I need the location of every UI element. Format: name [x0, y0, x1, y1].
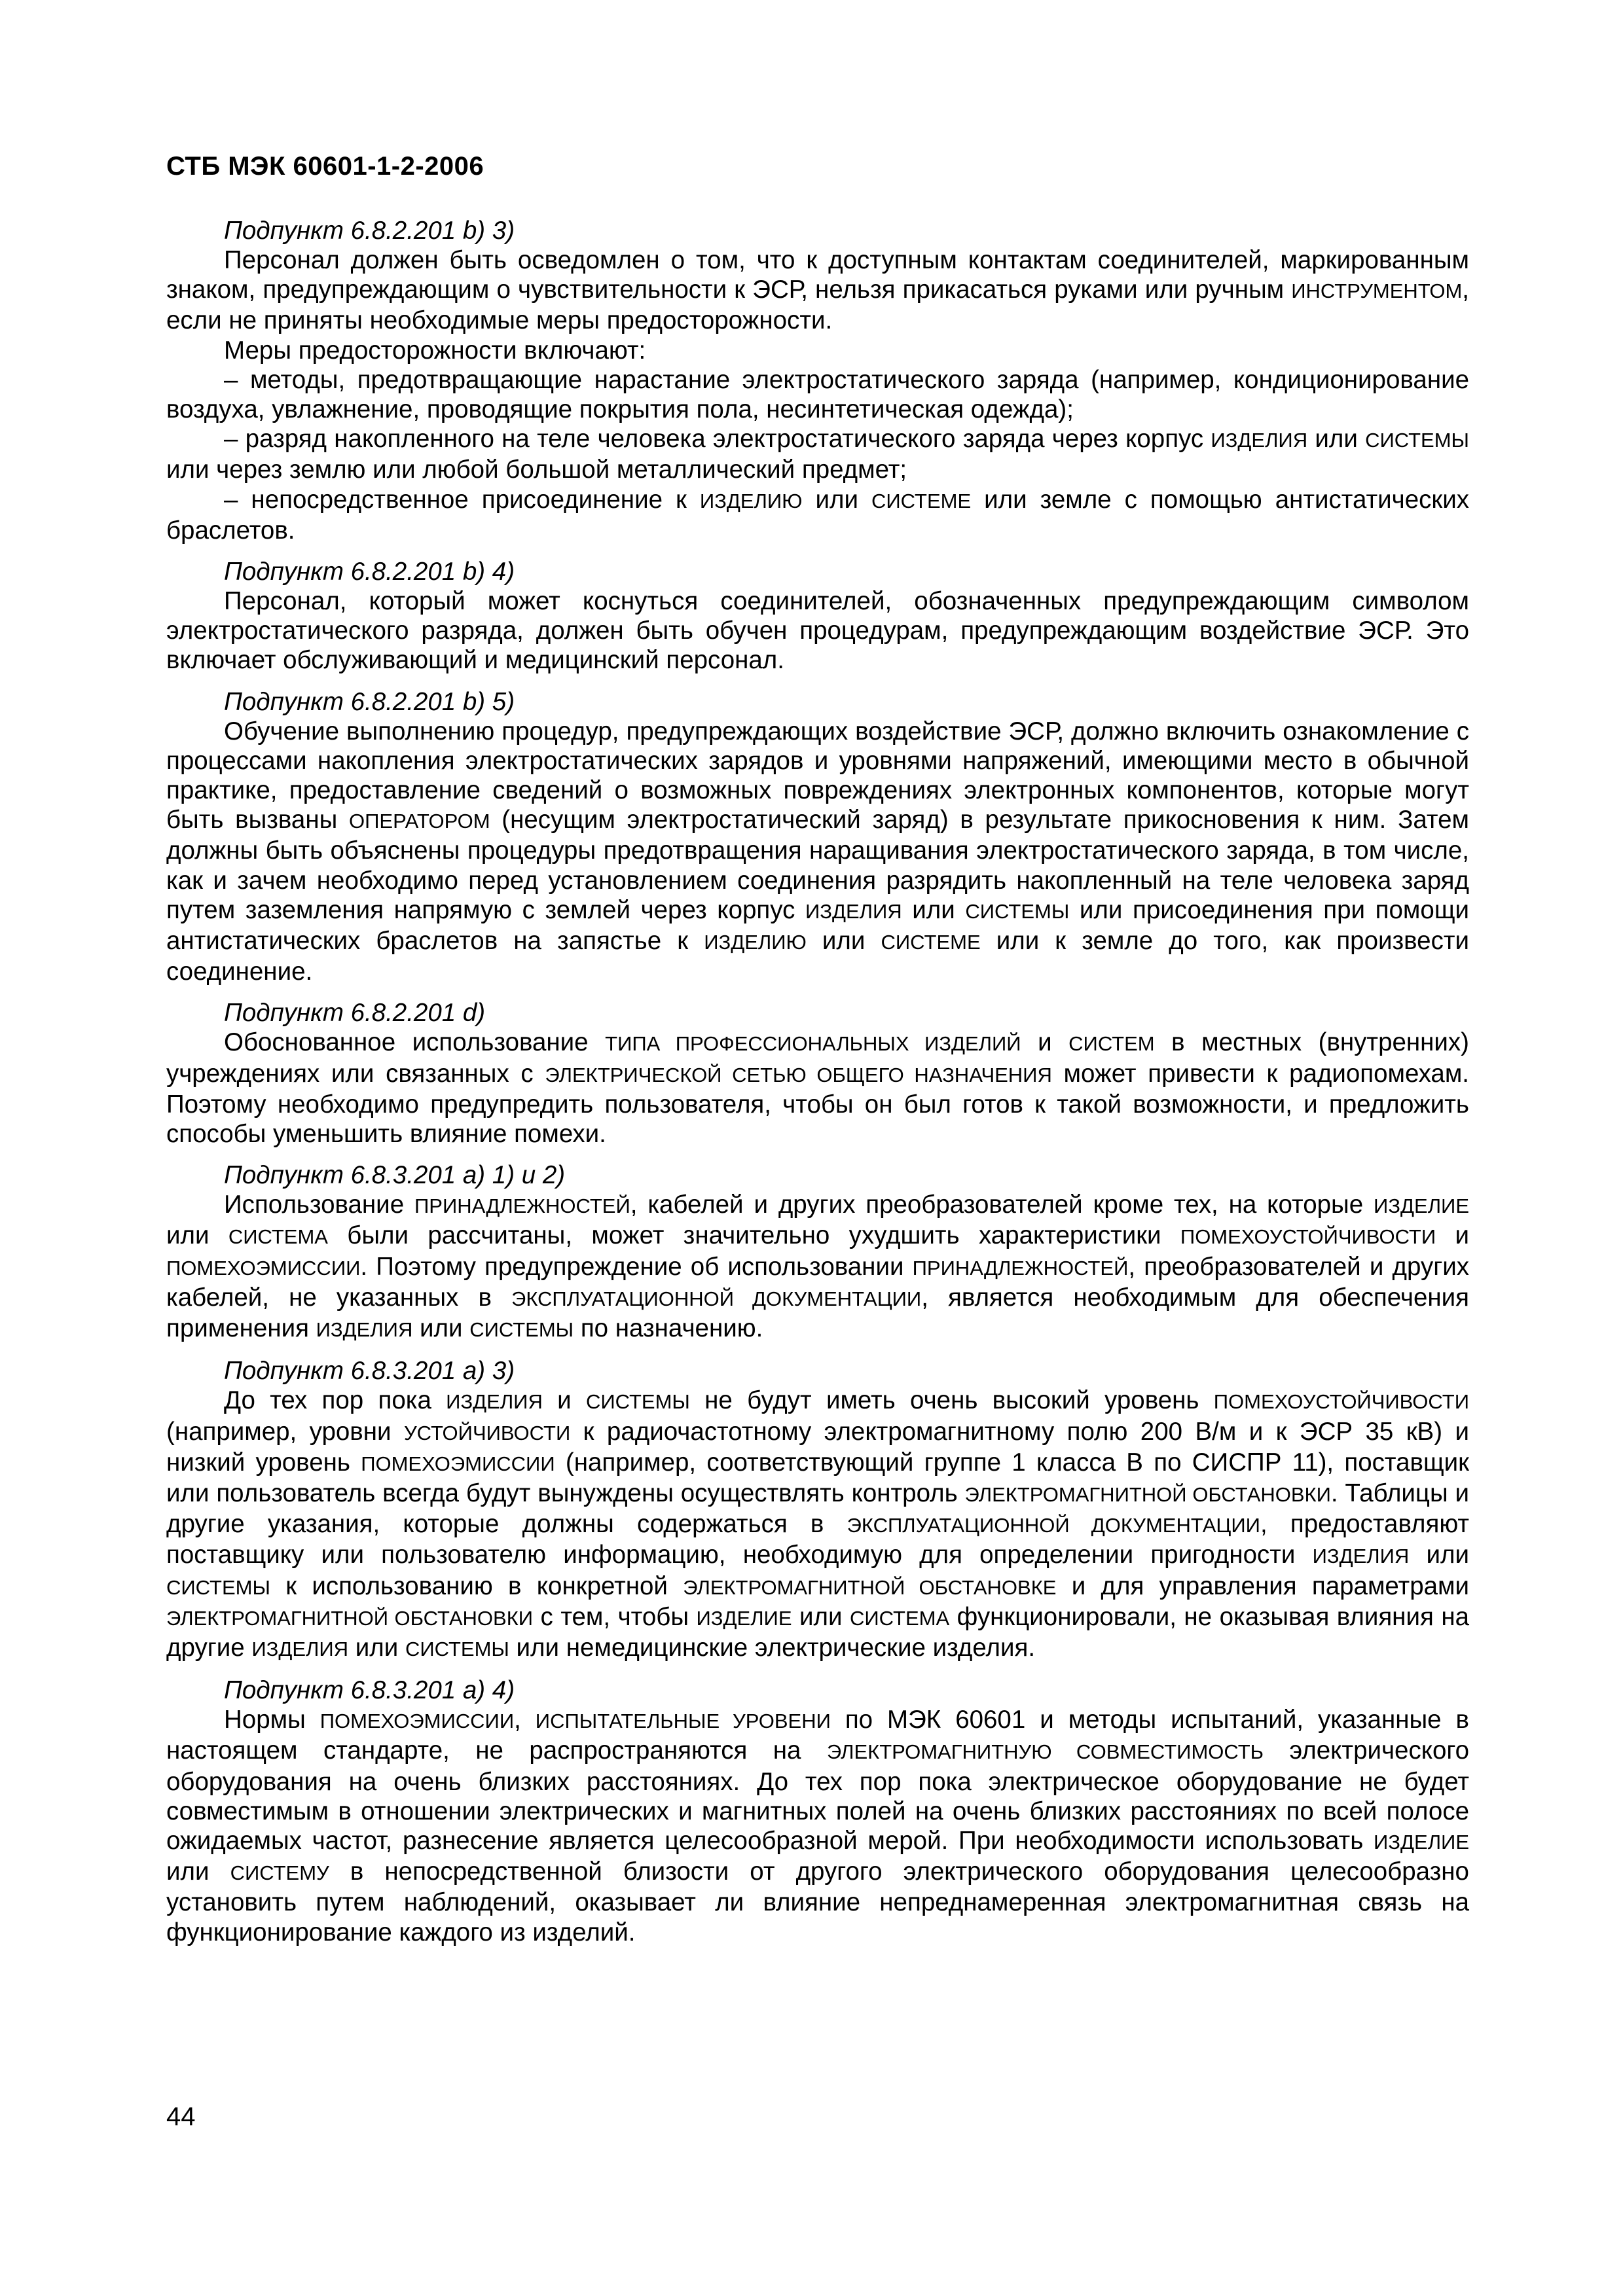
- defined-term: ИЗДЕЛИЕ: [1374, 1830, 1469, 1854]
- defined-term: ЭКСПЛУАТАЦИОННОЙ ДОКУМЕНТАЦИИ: [511, 1287, 922, 1310]
- defined-term: СИСТЕМЫ: [405, 1637, 509, 1660]
- page-number: 44: [166, 2102, 196, 2131]
- defined-term: СИСТЕМЫ: [166, 1575, 270, 1599]
- paragraph-text: или: [166, 1221, 228, 1250]
- defined-term: ПОМЕХОУСТОЙЧИВОСТИ: [1180, 1225, 1436, 1249]
- paragraph-text: или: [1409, 1541, 1469, 1570]
- defined-term: ПОМЕХОЭМИССИИ: [319, 1710, 515, 1733]
- paragraph-text: или через землю или любой большой металлический предмет;: [166, 456, 907, 484]
- clause-heading: Подпункт 6.8.3.201 a) 1) и 2): [224, 1161, 566, 1190]
- paragraph-text: , предоставляют поставщику или пользователю информацию, необходимую для определении пригодности: [166, 1510, 1469, 1570]
- defined-term: СИСТЕМА: [228, 1225, 328, 1249]
- paragraph-text: по назначению.: [574, 1314, 763, 1343]
- defined-term: ОПЕРАТОРОМ: [349, 810, 490, 833]
- paragraph-text: , если не приняты необходимые меры предосторожности.: [166, 276, 1469, 335]
- defined-term: ТИПА ПРОФЕССИОНАЛЬНЫХ ИЗДЕЛИЙ: [605, 1032, 1021, 1056]
- paragraph-text: или: [348, 1633, 405, 1662]
- defined-term: ИЗДЕЛИЮ: [699, 489, 803, 512]
- defined-term: ИЗДЕЛИЕ: [696, 1606, 792, 1630]
- paragraph-text: или присоединения при помощи антистатических браслетов на запястье к: [166, 895, 1469, 956]
- defined-term: УСТОЙЧИВОСТИ: [403, 1421, 571, 1444]
- paragraph-text: и: [1021, 1028, 1069, 1057]
- paragraph-text: может привести к радиопомехам. Поэтому необходимо предупредить пользователя, чтобы он был готов к такой возможности, и предложить способы уменьшить влияние помехи.: [166, 1059, 1469, 1149]
- clause-paragraph: [166, 586, 1469, 675]
- paragraph-text: (например, уровни: [166, 1417, 404, 1446]
- paragraph-text: Обучение выполнению процедур, предупреждающих воздействие ЭСР, должно включить ознакомление с процессами накопления электростатических зарядов и уровнями напряжений, имеющими место в обычной практике, предоставление сведений о возможных повреждениях электронных компонентов, которые могут быть вызваны: [166, 717, 1469, 834]
- defined-term: ИЗДЕЛИЯ: [1312, 1545, 1410, 1568]
- paragraph-text: или: [166, 1857, 230, 1886]
- defined-term: ПОМЕХОЭМИССИИ: [361, 1452, 555, 1475]
- clause-heading: Подпункт 6.8.2.201 b) 3): [224, 217, 515, 245]
- paragraph-text: или: [792, 1602, 850, 1631]
- clause-paragraph: [166, 1386, 1469, 1664]
- paragraph-text: или немедицинские электрические изделия.: [509, 1633, 1036, 1662]
- paragraph-text: в непосредственной близости от другого электрического оборудования целесообразно установить путем наблюдений, оказывает ли влияние непреднамеренная электромагнитная связь на функционирование каждого из изделий.: [166, 1857, 1469, 1946]
- defined-term: ПРИНАДЛЕЖНОСТЕЙ: [912, 1256, 1129, 1280]
- clause-paragraph: [166, 1705, 1469, 1947]
- defined-term: СИСТЕМА: [850, 1606, 950, 1630]
- paragraph-text: (несущим электростатический заряд) в результате прикосновения к ним. Затем должны быть объяснены процедуры предотвращения наращивания электростатического заряда, в том числе, как и зачем необходимо перед установлением соединения разрядить накопленный на теле человека заряд путем заземления напрямую с землей через корпус: [166, 806, 1469, 924]
- paragraph-text: по МЭК 60601 и методы испытаний, указанные в настоящем стандарте, не распространяются на: [166, 1706, 1469, 1765]
- paragraph-text: и для управления параметрами: [1056, 1571, 1469, 1600]
- clause: [166, 1160, 1469, 1344]
- defined-term: ИЗДЕЛИЯ: [805, 899, 902, 923]
- document-body: [166, 216, 1469, 1959]
- paragraph-text: (например, соответствующий группе 1 класса В по СИСПР 11), поставщик или пользователь всегда будут вынуждены осуществлять контроль: [166, 1448, 1470, 1507]
- clause-paragraph: [166, 485, 1469, 545]
- paragraph-text: или к земле до того, как произвести соединение.: [166, 927, 1469, 986]
- paragraph-text: Персонал должен быть осведомлен о том, что к доступным контактам соединителей, маркированным знаком, предупреждающим о чувствительности к ЭСР, нельзя прикасаться руками или ручным: [166, 246, 1469, 304]
- clause: [166, 998, 1469, 1149]
- defined-term: ЭЛЕКТРИЧЕСКОЙ СЕТЬЮ ОБЩЕГО НАЗНАЧЕНИЯ: [545, 1063, 1052, 1086]
- paragraph-text: электрического оборудования на очень близких расстояниях. До тех пор пока электрическое оборудование не будет совместимым в отношении электрических и магнитных полей на очень близких расстояниях по всей полосе ожидаемых частот, разнесение является целесообразной мерой. При необходимости использовать: [166, 1736, 1469, 1855]
- defined-term: СИСТЕМЫ: [1365, 429, 1469, 452]
- clause-paragraph: [166, 1028, 1469, 1149]
- defined-term: ИЗДЕЛИЯ: [316, 1318, 413, 1342]
- defined-term: ЭЛЕКТРОМАГНИТНОЙ ОБСТАНОВКЕ: [683, 1575, 1057, 1599]
- paragraph-text: . Таблицы и другие указания, которые должны содержаться в: [166, 1479, 1469, 1539]
- defined-term: ИЗДЕЛИЮ: [704, 931, 807, 954]
- clause: [166, 1676, 1469, 1947]
- defined-term: СИСТЕМЕ: [871, 489, 972, 512]
- paragraph-text: функционировали, не оказывая влияния на другие: [166, 1602, 1469, 1662]
- paragraph-text: с тем, чтобы: [533, 1602, 697, 1631]
- defined-term: ЭЛЕКТРОМАГНИТНУЮ СОВМЕСТИМОСТЬ: [826, 1740, 1264, 1764]
- clause-paragraph: [166, 336, 1469, 365]
- paragraph-text: До тех пор пока: [224, 1386, 447, 1415]
- paragraph-text: были рассчитаны, может значительно ухудшить характеристики: [327, 1221, 1180, 1250]
- paragraph-text: Персонал, который может коснуться соединителей, обозначенных предупреждающим символом электростатического разряда, должен быть обучен процедурам, предупреждающим воздействие ЭСР. Это включает обслуживающий и медицинский персонал.: [166, 587, 1469, 675]
- clause-paragraph: [166, 717, 1469, 987]
- defined-term: СИСТЕМ: [1068, 1032, 1155, 1056]
- defined-term: СИСТЕМЫ: [585, 1390, 690, 1414]
- paragraph-text: или земле с помощью антистатических браслетов.: [166, 485, 1469, 545]
- paragraph-text: . Поэтому предупреждение об использовании: [360, 1252, 913, 1281]
- defined-term: ПРИНАДЛЕЖНОСТЕЙ: [414, 1194, 630, 1218]
- paragraph-text: ,: [514, 1706, 536, 1734]
- paragraph-text: или: [412, 1314, 470, 1343]
- clause-paragraph: [166, 424, 1469, 484]
- paragraph-text: Меры предосторожности включают:: [224, 336, 646, 365]
- defined-term: ИЗДЕЛИЕ: [1374, 1194, 1469, 1218]
- clause-heading: Подпункт 6.8.3.201 a) 3): [224, 1357, 515, 1386]
- defined-term: СИСТЕМЫ: [965, 899, 1070, 923]
- paragraph-text: , является необходимым для обеспечения применения: [166, 1283, 1469, 1343]
- paragraph-text: , кабелей и других преобразователей кроме тех, на которые: [630, 1191, 1374, 1219]
- paragraph-text: или: [806, 927, 881, 956]
- defined-term: ЭЛЕКТРОМАГНИТНОЙ ОБСТАНОВКИ: [964, 1482, 1331, 1506]
- paragraph-text: – разряд накопленного на теле человека электростатического заряда через корпус: [224, 425, 1211, 454]
- paragraph-text: Использование: [224, 1191, 414, 1219]
- defined-term: ЭЛЕКТРОМАГНИТНОЙ ОБСТАНОВКИ: [166, 1606, 534, 1630]
- paragraph-text: и: [1436, 1221, 1470, 1250]
- clause: [166, 216, 1469, 545]
- clause-paragraph: [166, 1190, 1469, 1344]
- defined-term: ИЗДЕЛИЯ: [251, 1637, 349, 1660]
- paragraph-text: или: [802, 485, 872, 514]
- paragraph-text: , преобразователей и других кабелей, не указанных в: [166, 1252, 1469, 1312]
- paragraph-text: к использованию в конкретной: [270, 1571, 684, 1600]
- defined-term: ПОМЕХОЭМИССИИ: [166, 1256, 361, 1280]
- paragraph-text: или: [902, 895, 966, 924]
- defined-term: СИСТЕМЫ: [469, 1318, 574, 1342]
- paragraph-text: и: [542, 1386, 586, 1415]
- paragraph-text: не будут иметь очень высокий уровень: [689, 1386, 1214, 1415]
- clause-heading: Подпункт 6.8.2.201 d): [224, 999, 486, 1028]
- defined-term: СИСТЕМЕ: [881, 931, 981, 954]
- defined-term: ИСПЫТАТЕЛЬНЫЕ УРОВЕНИ: [535, 1710, 831, 1733]
- defined-term: ИЗДЕЛИЯ: [1211, 429, 1308, 452]
- defined-term: СИСТЕМУ: [230, 1861, 329, 1885]
- clause-paragraph: [166, 365, 1469, 424]
- document-header: СТБ МЭК 60601-1-2-2006: [166, 152, 484, 181]
- defined-term: ИНСТРУМЕНТОМ: [1291, 279, 1463, 303]
- clause-heading: Подпункт 6.8.3.201 a) 4): [224, 1676, 515, 1705]
- clause: [166, 687, 1469, 987]
- paragraph-text: в местных (внутренних) учреждениях или связанных с: [166, 1028, 1469, 1088]
- clause-heading: Подпункт 6.8.2.201 b) 4): [224, 558, 515, 586]
- clause: [166, 557, 1469, 675]
- defined-term: ПОМЕХОУСТОЙЧИВОСТИ: [1213, 1390, 1469, 1414]
- paragraph-text: – непосредственное присоединение к: [224, 485, 700, 514]
- clause: [166, 1356, 1469, 1664]
- defined-term: ИЗДЕЛИЯ: [446, 1390, 543, 1414]
- paragraph-text: к радиочастотному электромагнитному полю 200 В/м и к ЭСР 35 кВ) и низкий уровень: [166, 1417, 1469, 1477]
- defined-term: ЭКСПЛУАТАЦИОННОЙ ДОКУМЕНТАЦИИ: [847, 1514, 1260, 1537]
- clause-paragraph: [166, 245, 1469, 336]
- paragraph-text: или: [1307, 425, 1366, 454]
- paragraph-text: Нормы: [224, 1706, 320, 1734]
- paragraph-text: – методы, предотвращающие нарастание электростатического заряда (например, кондиционирование воздуха, увлажнение, проводящие покрытия пола, несинтетическая одежда);: [166, 365, 1469, 424]
- clause-heading: Подпункт 6.8.2.201 b) 5): [224, 687, 515, 716]
- paragraph-text: Обоснованное использование: [224, 1028, 606, 1057]
